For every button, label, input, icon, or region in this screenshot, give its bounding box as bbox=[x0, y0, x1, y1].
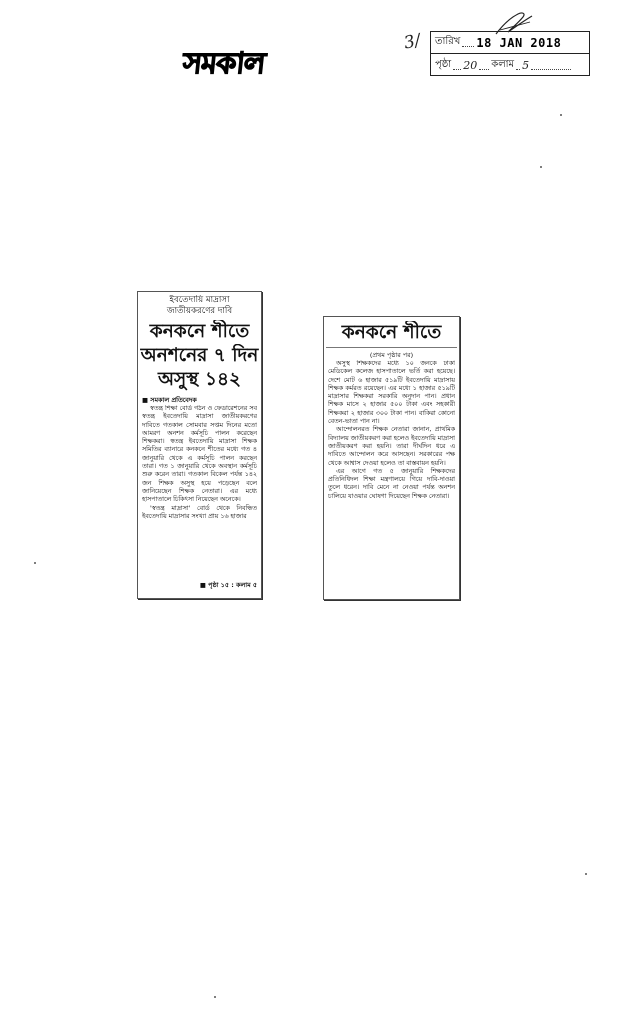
headline-line: কনকনে শীতে bbox=[149, 321, 250, 342]
headline-line: অনশনের ৭ দিন bbox=[140, 345, 259, 366]
stamp-column-label: কলাম bbox=[491, 58, 515, 70]
stamp-page-row bbox=[431, 54, 589, 76]
stamp-column-value: 5 bbox=[522, 58, 530, 72]
scan-speck bbox=[560, 114, 562, 116]
stamp-date-row bbox=[431, 32, 589, 54]
clipping-headline bbox=[138, 320, 261, 392]
article-paragraph: স্বতন্ত্র শিক্ষা বোর্ড গঠন ও ফেডারেশনের সব স্বতন্ত্র ইবতেদায়ি মাদ্রাসা জাতীয়করণের দাবিতে গতকাল সোমবার সপ্তম দিনের মতো আমরণ অনশন কর্মসূচি পালন করেছেন শিক্ষকরা। স্বতন্ত্র ইবতেদায়ি মাদ্রাসা শিক্ষক সমিতির ব্যানারে কনকনে শীতের মধ্যে গত ৪ জানুয়ারি থেকে এ কর্মসূচি পালন করছেন তারা। গত ১ জানুয়ারি থেকে অবস্থান কর্মসূচি শুরু করেন তারা। গতকাল বিকেল পর্যন্ত ১৪২ জন শিক্ষক অসুস্থ হয়ে পড়েছেন বলে জানিয়েছেন শিক্ষক নেতারা। এর মধ্যে হাসপাতালে চিকিৎসা নিয়েছেন অনেকে। bbox=[142, 405, 257, 504]
news-clipping-continued bbox=[323, 316, 460, 600]
kicker-line: ইবতেদায়ি মাদ্রাসা bbox=[169, 295, 230, 305]
stamp-page-label: পৃষ্ঠা bbox=[435, 58, 452, 70]
scan-speck bbox=[585, 873, 587, 875]
stamp-page-value: 20 bbox=[463, 58, 478, 72]
stamp-dotted-line bbox=[531, 69, 571, 70]
stamp-dotted-line bbox=[453, 69, 461, 70]
article-paragraph: অসুস্থ শিক্ষকদের মধ্যে ১০ জনকে ঢাকা মেডিকেল কলেজ হাসপাতালে ভর্তি করা হয়েছে। দেশে মোট ৬ হাজার ৫১৯টি ইবতেদায়ি মাদ্রাসায় শিক্ষক কর্মরত রয়েছেন। এর মধ্যে ১ হাজার ৫১৯টি মাদ্রাসার শিক্ষকরা সরকারি অনুদান পান। প্রধান শিক্ষক মাসে ২ হাজার ৫০০ টাকা এবং সহকারী শিক্ষকরা ২ হাজার ৩০০ টাকা পান। বাকিরা কোনো বেতন-ভাতা পান না। bbox=[328, 360, 455, 426]
continued-from-note: (প্রথম পৃষ্ঠার পর) bbox=[369, 351, 414, 359]
stamp-dotted-line bbox=[462, 46, 474, 47]
headline-line: অসুস্থ ১৪২ bbox=[158, 369, 241, 390]
article-paragraph: আন্দোলনরত শিক্ষক নেতারা জানান, প্রাথমিক বিদ্যালয় জাতীয়করণ করা হলেও ইবতেদায়ি মাদ্রাসা জাতীয়করণ করা হয়নি। তারা দীর্ঘদিন ধরে এ দাবিতে আন্দোলন করে আসছেন। সরকারের পক্ষ থেকে আশ্বাস দেওয়া হলেও তা বাস্তবায়ন হয়নি। bbox=[328, 426, 455, 467]
stamp-dotted-line bbox=[479, 69, 489, 70]
stamp-dotted-line bbox=[516, 69, 520, 70]
continuation-reference: ■ পৃষ্ঠা ১৫ : কলাম ৫ bbox=[199, 581, 257, 589]
scan-speck bbox=[540, 166, 542, 168]
article-paragraph: 'স্বতন্ত্র মাদ্রাসা' বোর্ড থেকে নিবন্ধিত ইবতেদায়ি মাদ্রাসার সংখ্যা প্রায় ১৬ হাজার bbox=[142, 504, 257, 520]
kicker-line: জাতীয়করণের দাবি bbox=[166, 306, 233, 316]
news-clipping-front bbox=[137, 291, 262, 599]
stamp-date-value: 18 JAN 2018 bbox=[476, 35, 562, 50]
article-paragraph: এর আগে গত ৫ জানুয়ারি শিক্ষকদের প্রতিনিধিদল শিক্ষা মন্ত্রণালয়ে গিয়ে দাবি-দাওয়া তুলে ধরেন। দাবি মেনে না নেওয়া পর্যন্ত অনশন চালিয়ে যাওয়ার ঘোষণা দিয়েছেন শিক্ষক নেতারা। bbox=[328, 467, 455, 500]
article-body bbox=[142, 405, 257, 581]
clipping-stamp bbox=[430, 31, 590, 76]
scan-speck bbox=[214, 996, 216, 998]
stamp-date-label: তারিখ bbox=[435, 36, 461, 47]
article-body bbox=[328, 360, 455, 592]
newspaper-masthead-logo: সমকাল bbox=[181, 46, 267, 80]
byline: ■ সমকাল প্রতিবেদক bbox=[142, 396, 197, 404]
scan-speck bbox=[34, 562, 36, 564]
handwritten-mark: 3/ bbox=[402, 30, 423, 54]
clipping-headline: কনকনে শীতে bbox=[326, 321, 457, 348]
clipping-kicker bbox=[144, 295, 255, 317]
